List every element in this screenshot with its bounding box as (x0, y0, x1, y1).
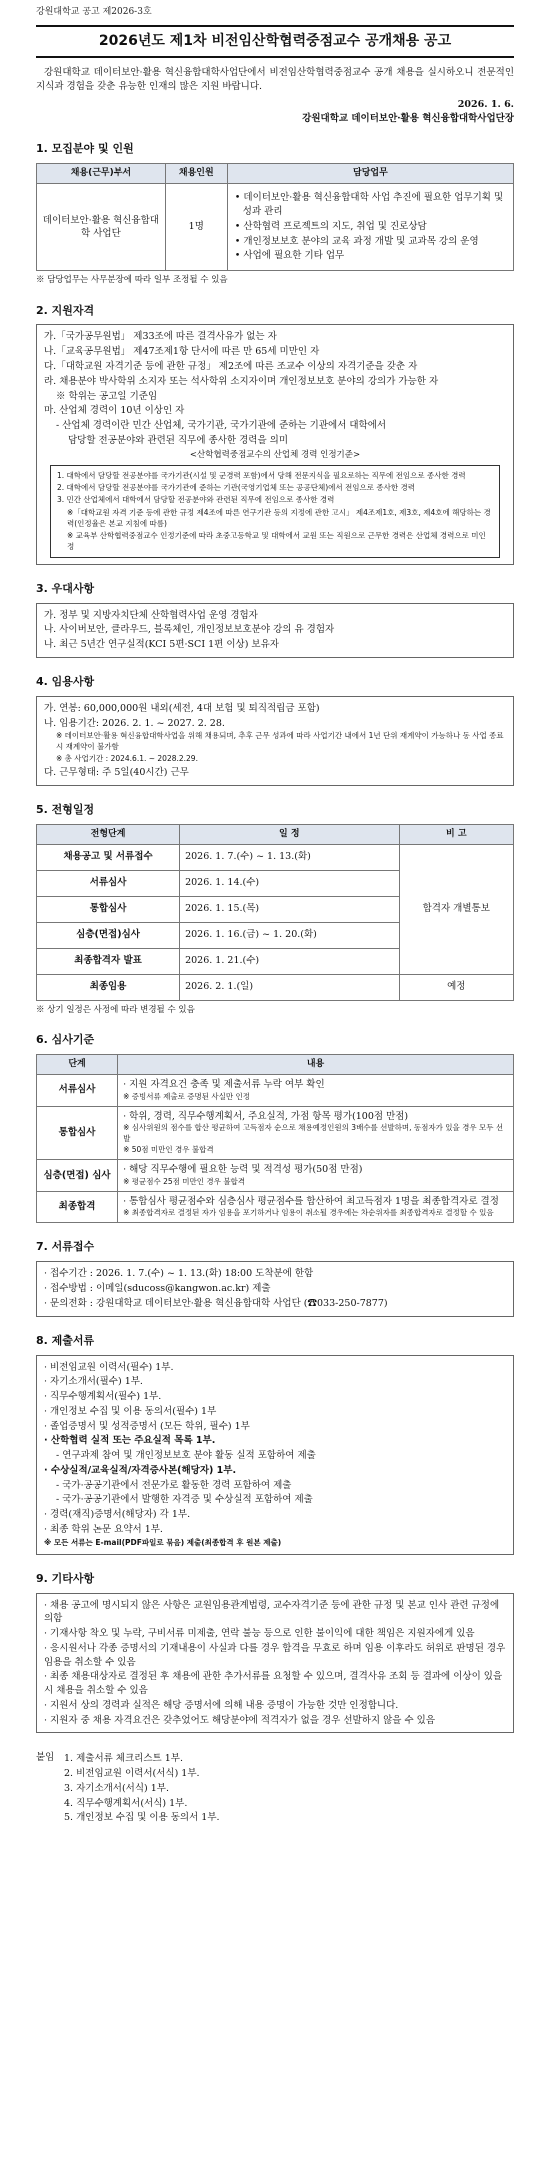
documents-box (36, 1355, 514, 1555)
issuing-org: 강원대학교 데이터보안·활용 혁신융합대학사업단장 (302, 112, 514, 124)
schedule-date: 2026. 2. 1.(일) (180, 974, 399, 1000)
col-step: 단계 (37, 1054, 118, 1074)
col-duty: 담당업무 (227, 164, 513, 184)
schedule-note: ※ 상기 일정은 사정에 따라 변경될 수 있음 (36, 1004, 195, 1015)
criteria-line: · 지원 자격요건 충족 및 제출서류 누락 여부 확인 (123, 1079, 325, 1091)
qual-ma-sub2: 담당할 전공분야와 관련된 직무에 종사한 경력을 의미 (68, 434, 289, 446)
intro-text: 강원대학교 데이터보안·활용 혁신융합대학사업단에서 비전임산학협력중점교수 공개 채용을 실시하오니 전문적인 지식과 경험을 갖춘 유능한 인재의 많은 지원 바랍니다. (36, 67, 514, 93)
qualification-box (36, 324, 514, 564)
recruitment-table (36, 163, 514, 271)
section-preference-heading: 3. 우대사항 (36, 581, 95, 595)
section-documents-heading: 8. 제출서류 (36, 1333, 95, 1347)
section-qualification-heading: 2. 지원자격 (36, 303, 95, 317)
career-criteria-title: <산학협력중점교수의 산업체 경력 인정기준> (189, 449, 361, 460)
attachment-item: 1. 제출서류 체크리스트 1부. (64, 1753, 183, 1765)
criteria-stage: 서류심사 (37, 1075, 118, 1107)
duty-item: • 개인정보보호 분야의 교육 과정 개발 및 교과목 강의 운영 (234, 235, 479, 247)
attachments-label: 붙임 (36, 1752, 55, 1764)
term-note: ※ 데이터보안·활용 혁신융합대학사업을 위해 채용되며, 추후 근무 성과에 따라 사업기간 내에서 1년 단위 재계약이 가능하나 동 사업 종료 시 재계약이 불가함 (56, 731, 504, 752)
document-item: · 개인정보 수집 및 이용 동의서(필수) 1부 (44, 1405, 217, 1417)
schedule-stage: 서류심사 (37, 870, 180, 896)
project-period: ※ 총 사업기간 : 2024.6.1. ~ 2028.2.29. (56, 754, 198, 764)
qual-ra-note: ※ 학위는 공고일 기준임 (56, 390, 158, 402)
criteria-item: ※ 교육부 산학협력중점교수 인정기준에 따라 초중고등학교 및 대학에서 교원 또는 직원으로 근무한 경력은 산업체 경력으로 미인정 (67, 531, 486, 552)
application-contact: · 문의전화 : 강원대학교 데이터보안·활용 혁신융합대학 사업단 (☎033-250-7877) (44, 1297, 388, 1309)
duty-cell (227, 184, 513, 271)
criteria-table (36, 1054, 514, 1223)
salary: 가. 연봉: 60,000,000원 내외(세전, 4대 보험 및 퇴직적립금 포함) (44, 702, 320, 714)
recruitment-note: ※ 담당업무는 사무분장에 따라 일부 조정될 수 있음 (36, 275, 228, 286)
duty-item: • 데이터보안·활용 혁신융합대학 사업 추진에 필요한 업무기획 및 성과 관리 (234, 192, 504, 218)
attachments (36, 1751, 514, 1826)
attachments-list (64, 1751, 220, 1826)
attachment-item: 5. 개인정보 수집 및 이용 동의서 1부. (64, 1812, 220, 1824)
schedule-remark-last: 예정 (399, 974, 513, 1000)
other-item: · 지원자 중 채용 자격요건은 갖추었어도 해당분야에 적격자가 없을 경우 선발하지 않을 수 있음 (44, 1714, 436, 1726)
qual-ma: 마. 산업체 경력이 10년 이상인 자 (44, 405, 185, 417)
other-item: · 채용 공고에 명시되지 않은 사항은 교원임용관계법령, 교수자격기준 등에 관한 규정 및 본교 인사 관련 규정에 의함 (44, 1599, 500, 1625)
page-title: 2026년도 제1차 비전임산학협력중점교수 공개채용 공고 (36, 25, 514, 58)
schedule-stage: 심층(면접)심사 (37, 922, 180, 948)
qual-ga: 가.「국가공무원법」 제33조에 따른 결격사유가 없는 자 (44, 331, 277, 343)
application-method: · 접수방법 : 이메일(sducoss@kangwon.ac.kr) 제출 (44, 1283, 271, 1295)
schedule-remark: 합격자 개별통보 (399, 844, 513, 974)
criteria-item: 3. 민간 산업체에서 대학에서 담당할 전공분야와 관련된 직무에 전임으로 종사한 경력 (57, 495, 335, 505)
criteria-stage: 통합심사 (37, 1106, 118, 1159)
preference-item: 나. 사이버보안, 클라우드, 블록체인, 개인정보보호분야 강의 유 경험자 (44, 624, 335, 636)
schedule-date: 2026. 1. 21.(수) (180, 948, 399, 974)
schedule-date: 2026. 1. 7.(수) ~ 1. 13.(화) (180, 844, 399, 870)
count-cell: 1명 (165, 184, 227, 271)
criteria-line: ※ 50점 미만인 경우 불합격 (123, 1145, 214, 1155)
criteria-line: ※ 평균점수 25점 미만인 경우 불합격 (123, 1176, 246, 1186)
criteria-stage: 최종합격 (37, 1191, 118, 1223)
work-type: 다. 근무형태: 주 5일(40시간) 근무 (44, 766, 189, 778)
schedule-table (36, 824, 514, 1001)
preference-item: 나. 최근 5년간 연구실적(KCI 5편·SCI 1편 이상) 보유자 (44, 639, 279, 651)
schedule-stage: 통합심사 (37, 896, 180, 922)
qual-ra: 라. 채용분야 박사학위 소지자 또는 석사학위 소지자이며 개인정보보호 분야의 강의가 가능한 자 (44, 375, 439, 387)
col-date: 일 정 (180, 824, 399, 844)
section-schedule-heading: 5. 전형일정 (36, 802, 95, 816)
duty-item: • 산학협력 프로젝트의 지도, 취업 및 진로상담 (234, 220, 427, 232)
dept-cell: 데이터보안·활용 혁신융합대학 사업단 (37, 184, 166, 271)
document-item: - 국가·공공기관에서 전문가로 활동한 경력 포함하여 제출 (56, 1479, 292, 1491)
criteria-item: 2. 대학에서 담당할 전공분야를 국가기관에 준하는 기관(국영기업체 또는 공공단체)에서 전임으로 종사한 경력 (57, 483, 416, 493)
application-period: · 접수기간 : 2026. 1. 7.(수) ~ 1. 13.(화) 18:00 도착분에 한함 (44, 1268, 314, 1280)
col-count: 채용인원 (165, 164, 227, 184)
career-criteria-box (50, 465, 500, 558)
appointment-box (36, 696, 514, 786)
col-content: 내용 (118, 1054, 514, 1074)
document-item: · 경력(재직)증명서(해당자) 각 1부. (44, 1509, 191, 1521)
criteria-item: ※「대학교원 자격 기준 등에 관한 규정 제4조에 따른 연구기관 등의 지정에 관한 고시」 제4조제1호, 제3호, 제4호에 해당하는 경력(인정율은 본교 지침에 따름) (67, 507, 491, 528)
section-recruitment-heading: 1. 모집분야 및 인원 (36, 142, 134, 156)
attachment-item: 3. 자기소개서(서식) 1부. (64, 1782, 169, 1794)
document-item: - 연구과제 참여 및 개인정보보호 분야 활동 실적 포함하여 제출 (56, 1450, 316, 1462)
document-item: · 직무수행계획서(필수) 1부. (44, 1391, 162, 1403)
qual-na: 나.「교육공무원법」 제47조제1항 단서에 따른 만 65세 미만인 자 (44, 346, 320, 358)
document-item: · 비전임교원 이력서(필수) 1부. (44, 1361, 174, 1373)
notice-date: 2026. 1. 6. (457, 98, 514, 110)
criteria-line: · 통합심사 평균점수와 심층심사 평균점수를 합산하여 최고득점자 1명을 최종합격자로 결정 (123, 1195, 499, 1207)
document-item: · 수상실적/교육실적/자격증사본(해당자) 1부. (44, 1464, 237, 1476)
col-remark: 비 고 (399, 824, 513, 844)
criteria-line: ※ 증빙서류 제출로 증명된 사실만 인정 (123, 1091, 250, 1101)
schedule-date: 2026. 1. 15.(목) (180, 896, 399, 922)
section-appointment-heading: 4. 임용사항 (36, 674, 95, 688)
qual-da: 다.「대학교원 자격기준 등에 관한 규정」 제2조에 따른 조교수 이상의 자격기준을 갖춘 자 (44, 361, 418, 372)
qual-ma-sub1: - 산업체 경력이란 민간 산업체, 국가기관, 국가기관에 준하는 기관에서 대학에서 (56, 420, 387, 432)
other-item: · 지원서 상의 경력과 실적은 해당 증명서에 의해 내용 증명이 가능한 것만 인정합니다. (44, 1699, 399, 1711)
criteria-content (118, 1191, 514, 1223)
criteria-content (118, 1160, 514, 1192)
document-item: - 국가·공공기관에서 발행한 자격증 및 수상실적 포함하여 제출 (56, 1494, 313, 1506)
criteria-content (118, 1106, 514, 1159)
section-application-heading: 7. 서류접수 (36, 1240, 95, 1254)
notice-number: 강원대학교 공고 제2026-3호 (36, 7, 152, 17)
preference-box (36, 603, 514, 658)
section-criteria-heading: 6. 심사기준 (36, 1033, 95, 1047)
duty-item: • 사업에 필요한 기타 업무 (234, 250, 345, 262)
preference-item: 가. 정부 및 지방자치단체 산학협력사업 운영 경험자 (44, 609, 258, 621)
criteria-line: · 해당 직무수행에 필요한 능력 및 적격성 평가(50점 만점) (123, 1164, 363, 1176)
schedule-date: 2026. 1. 14.(수) (180, 870, 399, 896)
other-item: · 기재사항 착오 및 누락, 구비서류 미제출, 연락 불능 등으로 인한 불이익에 대한 책임은 지원자에게 있음 (44, 1628, 475, 1640)
application-box (36, 1261, 514, 1316)
document-item: · 산학협력 실적 또는 주요실적 목록 1부. (44, 1435, 216, 1447)
schedule-stage: 채용공고 및 서류접수 (37, 844, 180, 870)
other-item: · 최종 채용대상자로 결정된 후 채용에 관한 추가서류를 요청할 수 있으며, 결격사유 조회 등 결과에 이상이 있을 시 채용을 취소할 수 있음 (44, 1671, 503, 1697)
document-item: · 자기소개서(필수) 1부. (44, 1376, 143, 1388)
criteria-line: · 학위, 경력, 직무수행계획서, 주요실적, 가점 항목 평가(100점 만점) (123, 1110, 409, 1122)
criteria-line: ※ 심사위원의 점수를 합산 평균하여 고득점자 순으로 채용예정인원의 3배수를 선발하며, 동점자가 있을 경우 모두 선발 (123, 1123, 504, 1144)
attachment-item: 2. 비전임교원 이력서(서식) 1부. (64, 1768, 200, 1780)
document-note: ※ 모든 서류는 E-mail(PDF파일로 묶음) 제출(최종합격 후 원본 제출) (44, 1537, 282, 1547)
schedule-date: 2026. 1. 16.(금) ~ 1. 20.(화) (180, 922, 399, 948)
other-item: · 응시원서나 각종 증명서의 기재내용이 사실과 다를 경우 합격을 무효로 하며 임용 이후라도 허위로 판명된 경우 임용을 취소할 수 있음 (44, 1642, 506, 1668)
col-dept: 채용(근무)부서 (37, 164, 166, 184)
schedule-stage: 최종합격자 발표 (37, 948, 180, 974)
schedule-stage: 최종임용 (37, 974, 180, 1000)
term: 나. 임용기간: 2026. 2. 1. ~ 2027. 2. 28. (44, 717, 225, 729)
section-other-heading: 9. 기타사항 (36, 1571, 95, 1585)
document-item: · 졸업증명서 및 성적증명서 (모든 학위, 필수) 1부 (44, 1420, 250, 1432)
attachment-item: 4. 직무수행계획서(서식) 1부. (64, 1797, 188, 1809)
col-stage: 전형단계 (37, 824, 180, 844)
criteria-content (118, 1075, 514, 1107)
criteria-stage: 심층(면접) 심사 (37, 1160, 118, 1192)
criteria-line: ※ 최종합격자로 결정된 자가 임용을 포기하거나 임용이 취소될 경우에는 차순위자를 최종합격자로 결정할 수 있음 (123, 1208, 494, 1218)
document-item: · 최종 학위 논문 요약서 1부. (44, 1523, 163, 1535)
other-box (36, 1593, 514, 1734)
criteria-item: 1. 대학에서 담당할 전공분야를 국가기관(시설 및 군경력 포함)에서 당해 전문지식을 필요로하는 직무에 전임으로 종사한 경력 (57, 470, 466, 480)
